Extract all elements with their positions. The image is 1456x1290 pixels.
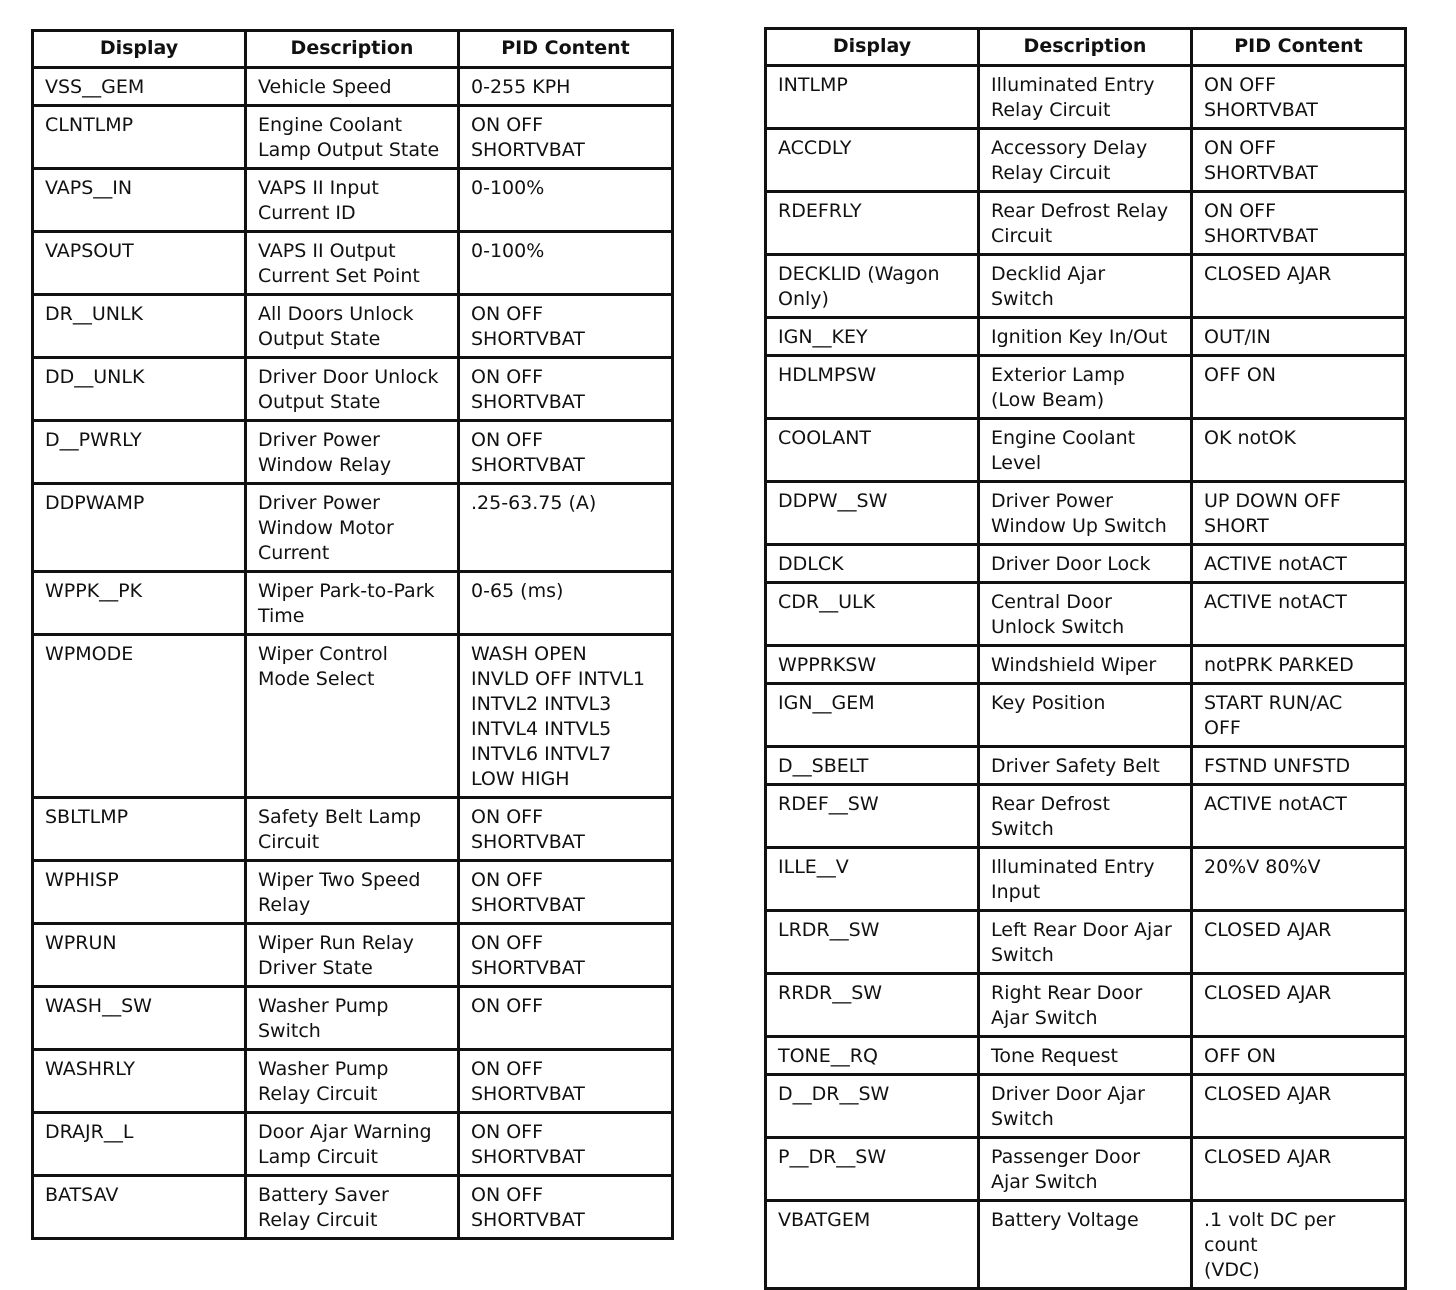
cell-pid-content: OK notOK bbox=[1192, 419, 1406, 482]
cell-pid-content: ON OFF bbox=[459, 987, 673, 1050]
cell-pid-content: UP DOWN OFF SHORT bbox=[1192, 482, 1406, 545]
cell-description: Illuminated Entry Relay Circuit bbox=[979, 66, 1192, 129]
table-row bbox=[766, 419, 1406, 482]
cell-description: Key Position bbox=[979, 684, 1192, 747]
cell-display: COOLANT bbox=[766, 419, 979, 482]
cell-display: WASHRLY bbox=[33, 1050, 246, 1113]
cell-pid-content: ACTIVE notACT bbox=[1192, 785, 1406, 848]
cell-description: Door Ajar Warning Lamp Circuit bbox=[246, 1113, 459, 1176]
cell-pid-content: ON OFF SHORTVBAT bbox=[459, 421, 673, 484]
cell-description: Driver Door Ajar Switch bbox=[979, 1075, 1192, 1138]
cell-display: IGN__KEY bbox=[766, 318, 979, 356]
table-row bbox=[766, 848, 1406, 911]
cell-description: Wiper Two Speed Relay bbox=[246, 861, 459, 924]
table-row bbox=[766, 646, 1406, 684]
cell-pid-content: CLOSED AJAR bbox=[1192, 1075, 1406, 1138]
cell-pid-content: ON OFF SHORTVBAT bbox=[459, 798, 673, 861]
cell-pid-content: CLOSED AJAR bbox=[1192, 974, 1406, 1037]
cell-display: ILLE__V bbox=[766, 848, 979, 911]
table-row bbox=[33, 1176, 673, 1239]
table-row bbox=[766, 66, 1406, 129]
cell-description: Rear Defrost Relay Circuit bbox=[979, 192, 1192, 255]
cell-description: Washer Pump Relay Circuit bbox=[246, 1050, 459, 1113]
header-description: Description bbox=[979, 29, 1192, 66]
cell-description: Battery Voltage bbox=[979, 1201, 1192, 1289]
cell-pid-content: OUT/IN bbox=[1192, 318, 1406, 356]
table-row bbox=[33, 987, 673, 1050]
cell-pid-content: WASH OPEN INVLD OFF INTVL1 INTVL2 INTVL3 INTVL4 INTVL5 INTVL6 INTVL7 LOW HIGH bbox=[459, 635, 673, 798]
cell-display: CLNTLMP bbox=[33, 106, 246, 169]
cell-display: WPRUN bbox=[33, 924, 246, 987]
table-row bbox=[33, 421, 673, 484]
header-description: Description bbox=[246, 31, 459, 68]
table-row bbox=[766, 583, 1406, 646]
table-row bbox=[33, 924, 673, 987]
header-display: Display bbox=[33, 31, 246, 68]
cell-pid-content: 0-100% bbox=[459, 232, 673, 295]
cell-pid-content: START RUN/AC OFF bbox=[1192, 684, 1406, 747]
cell-description: Washer Pump Switch bbox=[246, 987, 459, 1050]
cell-display: WPHISP bbox=[33, 861, 246, 924]
cell-display: BATSAV bbox=[33, 1176, 246, 1239]
table-row bbox=[33, 295, 673, 358]
cell-description: Exterior Lamp (Low Beam) bbox=[979, 356, 1192, 419]
table-row bbox=[766, 192, 1406, 255]
header-row bbox=[766, 29, 1406, 66]
cell-display: WASH__SW bbox=[33, 987, 246, 1050]
cell-pid-content: 0-100% bbox=[459, 169, 673, 232]
table-row bbox=[766, 545, 1406, 583]
cell-display: DDPW__SW bbox=[766, 482, 979, 545]
cell-pid-content: ON OFF SHORTVBAT bbox=[1192, 192, 1406, 255]
table-row bbox=[766, 1201, 1406, 1289]
cell-description: Accessory Delay Relay Circuit bbox=[979, 129, 1192, 192]
cell-display: WPPK__PK bbox=[33, 572, 246, 635]
table-row bbox=[766, 1138, 1406, 1201]
cell-description: Wiper Run Relay Driver State bbox=[246, 924, 459, 987]
cell-description: Driver Door Unlock Output State bbox=[246, 358, 459, 421]
table-row bbox=[33, 106, 673, 169]
cell-display: VAPSOUT bbox=[33, 232, 246, 295]
pid-table-right bbox=[764, 27, 1407, 1290]
cell-description: Illuminated Entry Input bbox=[979, 848, 1192, 911]
cell-display: DDLCK bbox=[766, 545, 979, 583]
cell-pid-content: ON OFF SHORTVBAT bbox=[459, 1176, 673, 1239]
header-pid-content: PID Content bbox=[459, 31, 673, 68]
table-row bbox=[766, 1037, 1406, 1075]
cell-description: Decklid Ajar Switch bbox=[979, 255, 1192, 318]
cell-pid-content: CLOSED AJAR bbox=[1192, 1138, 1406, 1201]
cell-pid-content: OFF ON bbox=[1192, 1037, 1406, 1075]
cell-description: Right Rear Door Ajar Switch bbox=[979, 974, 1192, 1037]
cell-description: All Doors Unlock Output State bbox=[246, 295, 459, 358]
table-row bbox=[766, 785, 1406, 848]
cell-description: Driver Power Window Motor Current bbox=[246, 484, 459, 572]
table-row bbox=[33, 1113, 673, 1176]
cell-pid-content: .1 volt DC per count (VDC) bbox=[1192, 1201, 1406, 1289]
table-row bbox=[33, 572, 673, 635]
cell-display: WPMODE bbox=[33, 635, 246, 798]
cell-pid-content: ON OFF SHORTVBAT bbox=[459, 358, 673, 421]
table-row bbox=[766, 684, 1406, 747]
cell-display: ACCDLY bbox=[766, 129, 979, 192]
table-row bbox=[33, 484, 673, 572]
cell-description: Engine Coolant Level bbox=[979, 419, 1192, 482]
header-row bbox=[33, 31, 673, 68]
cell-description: Windshield Wiper bbox=[979, 646, 1192, 684]
cell-pid-content: ON OFF SHORTVBAT bbox=[459, 1113, 673, 1176]
cell-description: Tone Request bbox=[979, 1037, 1192, 1075]
cell-display: RDEF__SW bbox=[766, 785, 979, 848]
cell-display: VSS__GEM bbox=[33, 68, 246, 106]
cell-pid-content: ON OFF SHORTVBAT bbox=[459, 1050, 673, 1113]
table-row bbox=[766, 356, 1406, 419]
cell-display: SBLTLMP bbox=[33, 798, 246, 861]
header-pid-content: PID Content bbox=[1192, 29, 1406, 66]
cell-description: Passenger Door Ajar Switch bbox=[979, 1138, 1192, 1201]
cell-description: Driver Safety Belt bbox=[979, 747, 1192, 785]
cell-description: Rear Defrost Switch bbox=[979, 785, 1192, 848]
table-row bbox=[33, 68, 673, 106]
cell-description: Driver Power Window Up Switch bbox=[979, 482, 1192, 545]
table-row bbox=[33, 169, 673, 232]
table-body-left bbox=[33, 68, 673, 1239]
cell-display: RDEFRLY bbox=[766, 192, 979, 255]
table-row bbox=[33, 358, 673, 421]
cell-description: VAPS II Output Current Set Point bbox=[246, 232, 459, 295]
cell-pid-content: ON OFF SHORTVBAT bbox=[1192, 129, 1406, 192]
cell-pid-content: OFF ON bbox=[1192, 356, 1406, 419]
cell-description: Safety Belt Lamp Circuit bbox=[246, 798, 459, 861]
cell-display: D__SBELT bbox=[766, 747, 979, 785]
header-display: Display bbox=[766, 29, 979, 66]
cell-description: VAPS II Input Current ID bbox=[246, 169, 459, 232]
cell-display: DDPWAMP bbox=[33, 484, 246, 572]
cell-display: WPPRKSW bbox=[766, 646, 979, 684]
cell-pid-content: ON OFF SHORTVBAT bbox=[459, 106, 673, 169]
cell-description: Ignition Key In/Out bbox=[979, 318, 1192, 356]
cell-pid-content: ACTIVE notACT bbox=[1192, 583, 1406, 646]
cell-display: VAPS__IN bbox=[33, 169, 246, 232]
table-row bbox=[33, 635, 673, 798]
pid-table-left bbox=[31, 29, 674, 1240]
table-row bbox=[766, 911, 1406, 974]
cell-display: CDR__ULK bbox=[766, 583, 979, 646]
cell-pid-content: 0-255 KPH bbox=[459, 68, 673, 106]
cell-display: LRDR__SW bbox=[766, 911, 979, 974]
cell-pid-content: .25-63.75 (A) bbox=[459, 484, 673, 572]
table-row bbox=[33, 1050, 673, 1113]
cell-display: DR__UNLK bbox=[33, 295, 246, 358]
cell-pid-content: ON OFF SHORTVBAT bbox=[459, 861, 673, 924]
cell-display: D__DR__SW bbox=[766, 1075, 979, 1138]
cell-description: Driver Door Lock bbox=[979, 545, 1192, 583]
table-row bbox=[766, 974, 1406, 1037]
cell-description: Battery Saver Relay Circuit bbox=[246, 1176, 459, 1239]
table-row bbox=[766, 129, 1406, 192]
cell-description: Vehicle Speed bbox=[246, 68, 459, 106]
cell-display: DECKLID (Wagon Only) bbox=[766, 255, 979, 318]
cell-pid-content: CLOSED AJAR bbox=[1192, 255, 1406, 318]
cell-description: Central Door Unlock Switch bbox=[979, 583, 1192, 646]
cell-description: Wiper Park-to-Park Time bbox=[246, 572, 459, 635]
cell-description: Left Rear Door Ajar Switch bbox=[979, 911, 1192, 974]
table-row bbox=[766, 318, 1406, 356]
cell-display: INTLMP bbox=[766, 66, 979, 129]
table-body-right bbox=[766, 66, 1406, 1289]
cell-display: RRDR__SW bbox=[766, 974, 979, 1037]
cell-pid-content: ACTIVE notACT bbox=[1192, 545, 1406, 583]
table-row bbox=[33, 798, 673, 861]
cell-display: TONE__RQ bbox=[766, 1037, 979, 1075]
table-row bbox=[33, 232, 673, 295]
cell-description: Wiper Control Mode Select bbox=[246, 635, 459, 798]
cell-pid-content: CLOSED AJAR bbox=[1192, 911, 1406, 974]
cell-display: DRAJR__L bbox=[33, 1113, 246, 1176]
cell-display: IGN__GEM bbox=[766, 684, 979, 747]
table-row bbox=[766, 255, 1406, 318]
cell-display: D__PWRLY bbox=[33, 421, 246, 484]
cell-display: P__DR__SW bbox=[766, 1138, 979, 1201]
cell-pid-content: ON OFF SHORTVBAT bbox=[459, 924, 673, 987]
cell-pid-content: 20%V 80%V bbox=[1192, 848, 1406, 911]
table-row bbox=[33, 861, 673, 924]
table-row bbox=[766, 1075, 1406, 1138]
cell-description: Driver Power Window Relay bbox=[246, 421, 459, 484]
cell-pid-content: ON OFF SHORTVBAT bbox=[1192, 66, 1406, 129]
cell-display: HDLMPSW bbox=[766, 356, 979, 419]
cell-description: Engine Coolant Lamp Output State bbox=[246, 106, 459, 169]
cell-pid-content: FSTND UNFSTD bbox=[1192, 747, 1406, 785]
cell-display: DD__UNLK bbox=[33, 358, 246, 421]
table-row bbox=[766, 482, 1406, 545]
cell-pid-content: 0-65 (ms) bbox=[459, 572, 673, 635]
cell-display: VBATGEM bbox=[766, 1201, 979, 1289]
table-row bbox=[766, 747, 1406, 785]
cell-pid-content: ON OFF SHORTVBAT bbox=[459, 295, 673, 358]
cell-pid-content: notPRK PARKED bbox=[1192, 646, 1406, 684]
